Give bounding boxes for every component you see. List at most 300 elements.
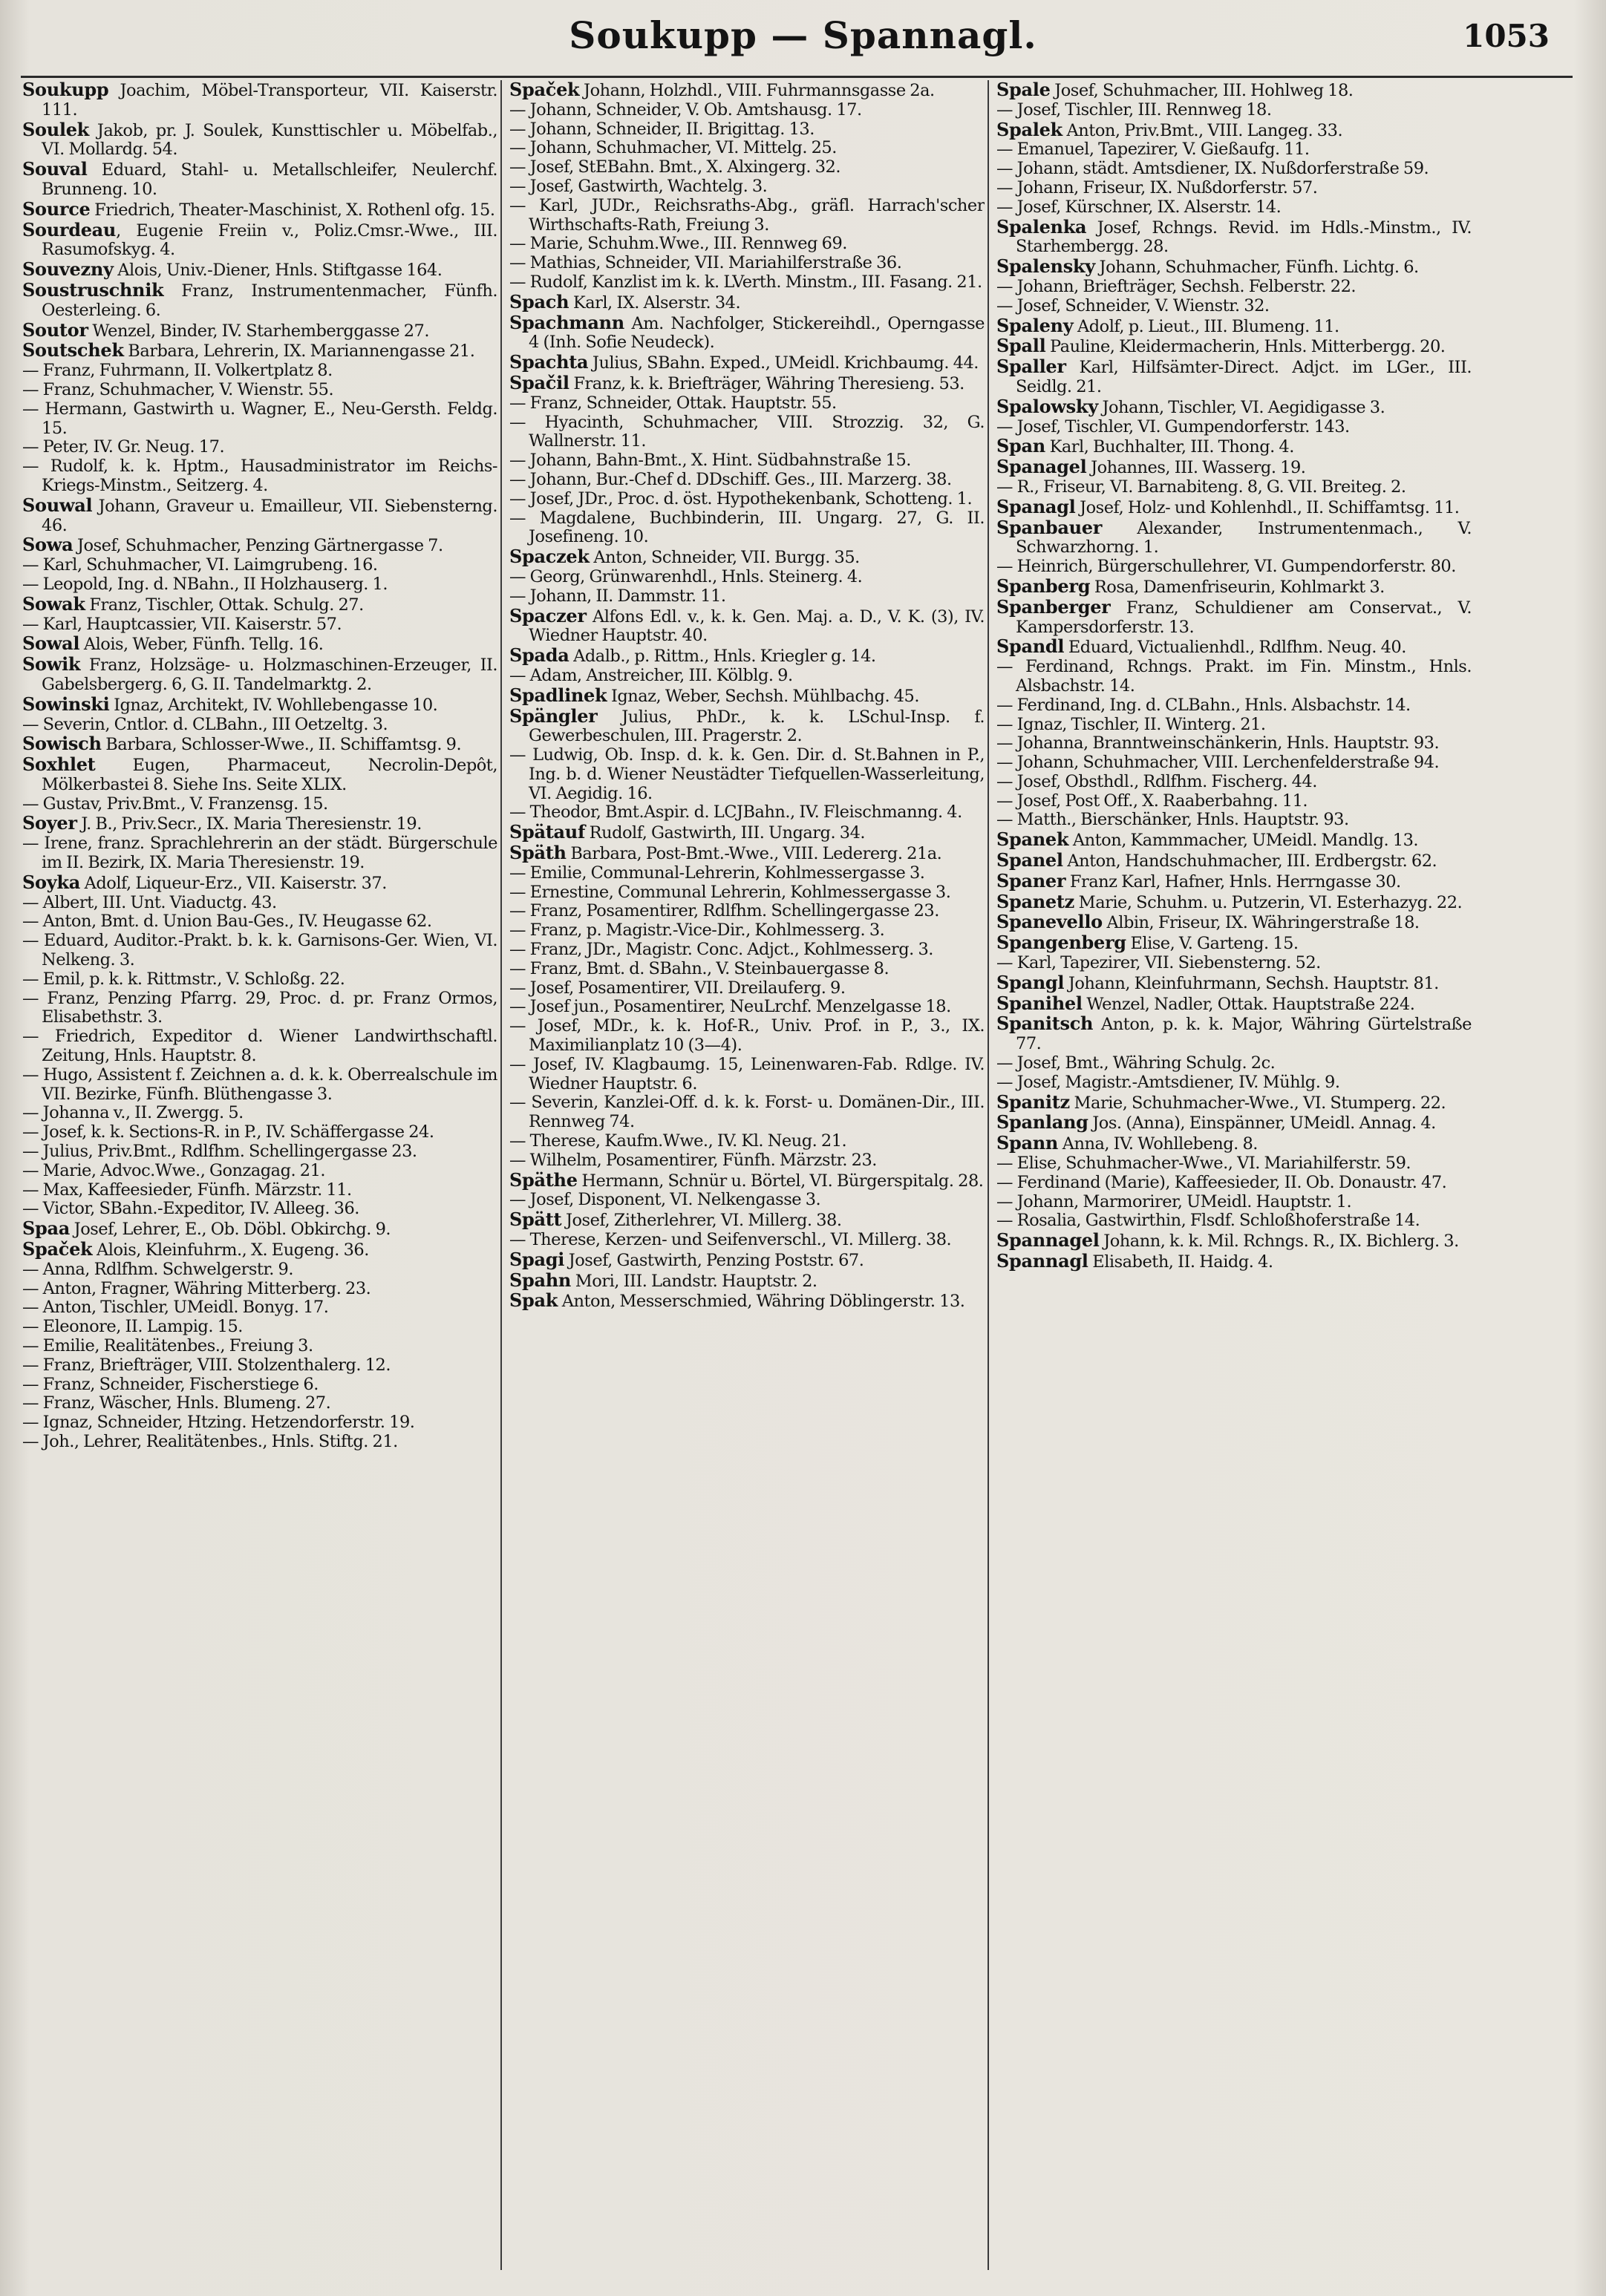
entry-details: Johann, Kleinfuhrmann, Sechsh. Hauptstr. 81.	[1064, 973, 1439, 993]
entry-surname: Sowik	[22, 653, 81, 676]
entry-details: — Ignaz, Tischler, II. Winterg. 21.	[996, 714, 1266, 734]
entry-details: — Josef, IV. Klagbaumg. 15, Leinenwaren-Fab. Rdlge. IV. Wiedner Hauptstr. 6.	[509, 1054, 985, 1093]
entry-details: — Franz, JDr., Magistr. Conc. Adjct., Kohlmesserg. 3.	[509, 940, 933, 960]
directory-entry	[22, 1280, 497, 1299]
entry-surname: Spachmann	[509, 311, 624, 333]
directory-entry	[509, 864, 985, 883]
column-divider	[500, 80, 502, 2270]
directory-entry	[22, 1104, 497, 1123]
directory-entry	[996, 436, 1472, 457]
entry-surname: Sowa	[22, 534, 74, 556]
entry-details: Albin, Friseur, IX. Währingerstraße 18.	[1102, 913, 1420, 933]
entry-surname: Spanihel	[996, 992, 1083, 1014]
entry-details: Josef, Lehrer, E., Ob. Döbl. Obkirchg. 9.	[70, 1220, 391, 1240]
directory-entry	[22, 1356, 497, 1376]
entry-details: — Anton, Bmt. d. Union Bau-Ges., IV. Heugasse 62.	[22, 912, 432, 932]
entry-surname: Späthe	[509, 1168, 578, 1191]
entry-details: — Johanna, Branntweinschänkerin, Hnls. Hauptstr. 93.	[996, 733, 1440, 753]
directory-entry	[509, 822, 985, 843]
entry-details: Franz, Schuldiener am Conservat., V. Kampersdorferstr. 13.	[1016, 598, 1472, 637]
entry-details: — Ferdinand, Rchngs. Prakt. im Fin. Minstm., Hnls. Alsbachstr. 14.	[996, 657, 1472, 696]
directory-entry	[22, 634, 497, 655]
directory-entry	[22, 795, 497, 814]
directory-entry	[22, 1142, 497, 1162]
entry-details: — Karl, Hauptcassier, VII. Kaiserstr. 57.	[22, 614, 342, 634]
directory-entry	[996, 696, 1472, 716]
directory-entry	[509, 921, 985, 941]
directory-entry	[996, 518, 1472, 558]
directory-entry	[509, 1151, 985, 1171]
entry-details: Anton, Messerschmied, Währing Döblingerstr. 13.	[558, 1292, 965, 1312]
directory-entry	[996, 478, 1472, 497]
directory-entry	[22, 1181, 497, 1200]
entry-details: Eduard, Stahl- u. Metallschleifer, Neulerchf. Brunneng. 10.	[42, 160, 497, 199]
entry-surname: Souwal	[22, 494, 93, 516]
directory-entry	[509, 746, 985, 803]
entry-details: — Josef, Kürschner, IX. Alserstr. 14.	[996, 197, 1282, 217]
entry-details: Alois, Univ.-Diener, Hnls. Stiftgasse 164.	[113, 261, 443, 281]
entry-details: — Anna, Rdlfhm. Schwelgerstr. 9.	[22, 1259, 293, 1279]
entry-details: — Therese, Kaufm.Wwe., IV. Kl. Neug. 21.	[509, 1131, 847, 1151]
entry-details: Adolf, Liqueur-Erz., VII. Kaiserstr. 37.	[79, 873, 387, 893]
entry-details: — Theodor, Bmt.Aspir. d. LCJBahn., IV. Fleischmanng. 4.	[509, 802, 962, 822]
entry-details: Anton, Kammmacher, UMeidl. Mandlg. 13.	[1068, 831, 1419, 851]
entry-details: — Magdalene, Buchbinderin, III. Ungarg. 27, G. II. Josefineng. 10.	[509, 508, 985, 547]
entry-details: Friedrich, Theater-Maschinist, X. Rothenl ofg. 15.	[90, 200, 495, 220]
entry-details: — Josef, k. k. Sections-R. in P., IV. Schäffergasse 24.	[22, 1122, 434, 1142]
entry-surname: Spak	[509, 1289, 558, 1312]
directory-entry	[22, 894, 497, 913]
entry-details: Marie, Schuhm. u. Putzerin, VI. Esterhazyg. 22.	[1074, 892, 1463, 912]
directory-entry	[509, 471, 985, 490]
directory-entry	[22, 496, 497, 536]
entry-details: — Josef, Posamentirer, VII. Dreilauferg. 9.	[509, 978, 846, 998]
directory-entry	[22, 695, 497, 716]
entry-details: Mori, III. Landstr. Hauptstr. 2.	[571, 1271, 817, 1291]
directory-entry	[996, 954, 1472, 973]
directory-entry	[22, 80, 497, 120]
directory-entry	[22, 814, 497, 834]
entry-surname: Soyer	[22, 812, 77, 834]
entry-surname: Spale	[996, 80, 1051, 100]
entry-details: — Albert, III. Unt. Viaductg. 43.	[22, 892, 277, 912]
entry-surname: Sourdeau	[22, 218, 117, 241]
entry-details: — Ignaz, Schneider, Htzing. Hetzendorferstr. 19.	[22, 1413, 415, 1433]
entry-details: — Rudolf, k. k. Hptm., Hausadministrator im Reichs-Kriegs-Minstm., Seitzerg. 4.	[22, 457, 497, 495]
entry-details: — Josef, Tischler, III. Rennweg 18.	[996, 99, 1272, 120]
entry-surname: Spalowsky	[996, 395, 1098, 417]
entry-surname: Spannagl	[996, 1250, 1088, 1272]
directory-entry	[22, 1027, 497, 1066]
directory-entry	[22, 834, 497, 873]
column-2	[509, 80, 985, 2277]
directory-entry	[996, 336, 1472, 357]
entry-surname: Spanitz	[996, 1090, 1070, 1113]
directory-entry	[22, 575, 497, 595]
entry-surname: Spann	[996, 1132, 1059, 1154]
directory-entry	[509, 509, 985, 548]
directory-entry	[509, 1210, 985, 1231]
entry-details: — Emil, p. k. k. Rittmstr., V. Schloßg. 22.	[22, 969, 345, 989]
entry-surname: Soutschek	[22, 339, 124, 362]
entry-details: — Matth., Bierschänker, Hnls. Hauptstr. 93.	[996, 810, 1349, 830]
entry-details: Anna, IV. Wohllebeng. 8.	[1058, 1134, 1258, 1154]
directory-entry	[996, 994, 1472, 1015]
entry-details: Jakob, pr. J. Soulek, Kunsttischler u. Möbelfab., VI. Mollardg. 54.	[42, 120, 497, 160]
entry-details: — Johann, Marmorirer, UMeidl. Hauptstr. 1.	[996, 1191, 1352, 1211]
entry-details: — Heinrich, Bürgerschullehrer, VI. Gumpendorferstr. 80.	[996, 557, 1456, 577]
directory-entry	[22, 755, 497, 795]
entry-details: — Ernestine, Communal Lehrerin, Kohlmessergasse 3.	[509, 882, 951, 902]
entry-details: Barbara, Post-Bmt.-Wwe., VIII. Ledererg. 21a.	[566, 844, 942, 864]
running-title: Soukupp — Spannagl.	[569, 13, 1037, 57]
directory-entry	[509, 704, 985, 747]
entry-surname: Spanek	[996, 828, 1069, 851]
entry-details: — Anton, Tischler, UMeidl. Bonyg. 17.	[22, 1298, 329, 1318]
entry-surname: Spall	[996, 335, 1046, 357]
directory-entry	[509, 686, 985, 707]
entry-details: — Severin, Kanzlei-Off. d. k. k. Forst- u. Domänen-Dir., III. Rennweg 74.	[509, 1093, 985, 1132]
entry-details: — Karl, Tapezirer, VII. Siebensterng. 52.	[996, 953, 1321, 973]
directory-entry	[996, 773, 1472, 792]
entry-details: — Karl, Schuhmacher, VI. Laimgrubeng. 16.	[22, 555, 378, 575]
directory-entry	[996, 1231, 1472, 1252]
directory-entry	[509, 80, 985, 101]
directory-entry	[22, 1260, 497, 1280]
directory-entry	[509, 1191, 985, 1210]
directory-entry	[22, 278, 497, 321]
entry-surname: Spalenka	[996, 215, 1087, 238]
entry-details: — Josef, Tischler, VI. Gumpendorferstr. 143.	[996, 416, 1350, 436]
directory-entry	[22, 1066, 497, 1105]
directory-entry	[22, 1200, 497, 1219]
entry-surname: Spach	[509, 290, 569, 313]
entry-details: — Johanna v., II. Zwergg. 5.	[22, 1103, 244, 1123]
directory-entry	[509, 353, 985, 373]
entry-details: , Eugenie Freiin v., Poliz.Cmsr.-Wwe., III. Rasumofskyg. 4.	[42, 220, 497, 260]
directory-entry	[509, 1056, 985, 1094]
entry-details: Alfons Edl. v., k. k. Gen. Maj. a. D., V. K. (3), IV. Wiedner Hauptstr. 40.	[529, 606, 985, 646]
directory-entry	[22, 734, 497, 755]
directory-entry	[22, 912, 497, 932]
page-header	[0, 13, 1606, 73]
entry-details: — Johann, Briefträger, Sechsh. Felberstr. 22.	[996, 276, 1357, 296]
entry-details: Franz, k. k. Briefträger, Währing Theresieng. 53.	[569, 373, 964, 393]
directory-entry	[22, 400, 497, 439]
directory-entry	[996, 1014, 1472, 1054]
directory-entry	[509, 139, 985, 158]
directory-entry	[22, 160, 497, 200]
directory-entry	[22, 438, 497, 457]
directory-entry	[996, 734, 1472, 753]
entry-surname: Spačil	[509, 371, 569, 393]
entry-details: — Emilie, Communal-Lehrerin, Kohlmessergasse 3.	[509, 863, 925, 883]
entry-surname: Spaller	[996, 356, 1066, 378]
directory-entry	[22, 990, 497, 1028]
directory-entry	[509, 803, 985, 822]
directory-entry	[996, 80, 1472, 101]
entry-surname: Soyka	[22, 871, 80, 893]
entry-details: — Friedrich, Expeditor d. Wiener Landwirthschaftl. Zeitung, Hnls. Hauptstr. 8.	[22, 1027, 497, 1066]
entry-details: — Johann, städt. Amtsdiener, IX. Nußdorferstraße 59.	[996, 159, 1429, 179]
directory-entry	[22, 535, 497, 556]
directory-entry	[22, 1433, 497, 1452]
entry-surname: Spahn	[509, 1269, 572, 1291]
directory-entry	[996, 257, 1472, 278]
entry-details: Eduard, Victualienhdl., Rdlfhm. Neug. 40.	[1064, 638, 1406, 658]
entry-details: — Josef, MDr., k. k. Hof-R., Univ. Prof. in P., 3., IX. Maximilianplatz 10 (3—4).	[509, 1016, 985, 1056]
entry-details: — Josef, JDr., Proc. d. öst. Hypothekenbank, Schotteng. 1.	[509, 488, 973, 508]
entry-details: — Eleonore, II. Lampig. 15.	[22, 1317, 243, 1337]
entry-surname: Soutor	[22, 318, 88, 341]
entry-details: Karl, Hilfsämter-Direct. Adjct. im LGer., III. Seidlg. 21.	[1016, 358, 1472, 396]
directory-entry	[996, 1090, 1472, 1113]
directory-entry	[509, 843, 985, 864]
entry-surname: Soukupp	[22, 80, 109, 100]
entry-surname: Soustruschnik	[22, 278, 164, 301]
directory-entry	[996, 278, 1472, 297]
entry-surname: Sowal	[22, 632, 80, 655]
entry-details: — Josef, Obsthdl., Rdlfhm. Fischerg. 44.	[996, 771, 1317, 791]
directory-entry	[509, 313, 985, 353]
directory-entry	[509, 646, 985, 667]
directory-entry	[509, 902, 985, 921]
directory-entry	[996, 457, 1472, 478]
entry-surname: Spaczer	[509, 604, 587, 627]
entry-details: — Franz, p. Magistr.-Vice-Dir., Kohlmesserg. 3.	[509, 920, 885, 941]
entry-details: Ignaz, Architekt, IV. Wohllebengasse 10.	[109, 695, 438, 715]
entry-surname: Spadlinek	[509, 684, 607, 706]
entry-surname: Spanberger	[996, 595, 1111, 618]
entry-details: Josef, Zitherlehrer, VI. Millerg. 38.	[561, 1211, 842, 1231]
entry-surname: Spangenberg	[996, 932, 1126, 954]
entry-surname: Souvezny	[22, 258, 114, 281]
entry-details: Johann, Graveur u. Emailleur, VII. Siebensterng. 46.	[42, 496, 497, 535]
directory-entry	[22, 120, 497, 160]
entry-surname: Span	[996, 435, 1045, 457]
directory-entry	[996, 397, 1472, 418]
entry-details: Franz, Instrumentenmacher, Fünfh. Oesterleing. 6.	[42, 281, 497, 320]
entry-surname: Sowinski	[22, 693, 110, 715]
entry-details: — Josef, Gastwirth, Wachtelg. 3.	[509, 176, 768, 196]
entry-details: Julius, SBahn. Exped., UMeidl. Krichbaumg. 44.	[588, 353, 979, 373]
directory-entry	[996, 637, 1472, 658]
entry-surname: Spandl	[996, 635, 1065, 658]
directory-entry	[509, 1168, 985, 1191]
entry-surname: Spätauf	[509, 821, 585, 843]
directory-entry	[996, 753, 1472, 773]
directory-entry	[22, 197, 497, 220]
directory-entry	[996, 912, 1472, 933]
entry-details: — Franz, Posamentirer, Rdlfhm. Schellingergasse 23.	[509, 901, 939, 921]
entry-surname: Spannagel	[996, 1229, 1100, 1252]
entry-details: — Johann, Schneider, V. Ob. Amtshausg. 17.	[509, 99, 862, 120]
entry-surname: Spaner	[996, 869, 1066, 892]
entry-details: — Josef, Schneider, V. Wienstr. 32.	[996, 295, 1270, 315]
entry-details: — Rosalia, Gastwirthin, Flsdf. Schloßhoferstraße 14.	[996, 1211, 1420, 1231]
entry-details: — Georg, Grünwarenhdl., Hnls. Steinerg. 4.	[509, 566, 863, 586]
entry-details: Marie, Schuhmacher-Wwe., VI. Stumperg. 22.	[1069, 1093, 1446, 1113]
entry-details: — Franz, Wäscher, Hnls. Blumeng. 27.	[22, 1393, 331, 1413]
entry-details: — Franz, Bmt. d. SBahn., V. Steinbauergasse 8.	[509, 958, 889, 978]
entry-details: — Peter, IV. Gr. Neug. 17.	[22, 437, 225, 457]
entry-details: — Julius, Priv.Bmt., Rdlfhm. Schellingergasse 23.	[22, 1142, 417, 1162]
directory-entry	[22, 1240, 497, 1260]
directory-entry	[996, 716, 1472, 735]
entry-details: Adolf, p. Lieut., III. Blumeng. 11.	[1073, 316, 1339, 336]
entry-details: — Hyacinth, Schuhmacher, VIII. Strozzig. 32, G. Wallnerstr. 11.	[509, 412, 985, 451]
entry-surname: Spätt	[509, 1208, 562, 1231]
entry-details: — Josef, Magistr.-Amtsdiener, IV. Mühlg. 9.	[996, 1072, 1340, 1092]
directory-entry	[509, 120, 985, 140]
directory-entry	[509, 960, 985, 979]
entry-details: Barbara, Lehrerin, IX. Mariannengasse 21.	[123, 341, 475, 362]
directory-entry	[996, 101, 1472, 120]
directory-entry	[996, 892, 1472, 913]
entry-details: Ignaz, Weber, Sechsh. Mühlbachg. 45.	[607, 686, 920, 706]
directory-entry	[22, 1298, 497, 1318]
entry-surname: Sowisch	[22, 733, 102, 755]
entry-details: Franz Karl, Hafner, Hnls. Herrngasse 30.	[1065, 871, 1401, 892]
directory-entry	[22, 615, 497, 635]
entry-surname: Spanel	[996, 849, 1063, 871]
entry-details: Elisabeth, II. Haidg. 4.	[1088, 1252, 1273, 1272]
entry-surname: Spalek	[996, 118, 1062, 140]
directory-entry	[996, 658, 1472, 696]
entry-details: — Elise, Schuhmacher-Wwe., VI. Mariahilferstr. 59.	[996, 1154, 1411, 1174]
page-number: 1053	[1463, 18, 1550, 54]
entry-details: Adalb., p. Rittm., Hnls. Kriegler g. 14.	[569, 647, 876, 667]
directory-entry	[22, 220, 497, 261]
directory-entry	[996, 851, 1472, 871]
directory-entry	[509, 883, 985, 903]
entry-details: — Johann, Schuhmacher, VI. Mittelg. 25.	[509, 138, 837, 158]
entry-details: Alois, Weber, Fünfh. Tellg. 16.	[79, 635, 324, 655]
directory-entry	[996, 418, 1472, 437]
entry-details: Karl, IX. Alserstr. 34.	[569, 292, 741, 313]
directory-entry	[22, 932, 497, 970]
directory-entry	[996, 871, 1472, 892]
directory-entry	[996, 316, 1472, 337]
directory-entry	[509, 292, 985, 313]
entry-details: — Emilie, Realitätenbes., Freiung 3.	[22, 1336, 313, 1355]
entry-details: — Anton, Fragner, Währing Mitterberg. 23.	[22, 1278, 371, 1298]
directory-entry	[509, 568, 985, 587]
entry-details: Julius, PhDr., k. k. LSchul-Insp. f. Gewerbeschulen, III. Pragerstr. 2.	[529, 707, 985, 746]
entry-details: Hermann, Schnür u. Börtel, VI. Bürgerspitalg. 28.	[577, 1171, 984, 1191]
entry-details: — Franz, Schneider, Fischerstiege 6.	[22, 1374, 319, 1394]
directory-entry	[509, 1017, 985, 1056]
entry-details: Am. Nachfolger, Stickereihdl., Operngasse 4 (Inh. Sofie Neudeck).	[529, 313, 985, 353]
directory-entry	[996, 1193, 1472, 1212]
directory-entry	[996, 1054, 1472, 1073]
directory-entry	[509, 547, 985, 568]
entry-details: — Franz, Schuhmacher, V. Wienstr. 55.	[22, 379, 334, 399]
directory-entry	[22, 362, 497, 381]
entry-details: — Johann, Schuhmacher, VIII. Lerchenfelderstraße 94.	[996, 753, 1440, 773]
directory-entry	[22, 341, 497, 362]
entry-details: Johann, k. k. Mil. Rchngs. R., IX. Bichlerg. 3.	[1099, 1232, 1459, 1252]
directory-entry	[509, 394, 985, 413]
entry-details: — Johann, II. Dammstr. 11.	[509, 586, 726, 606]
column-1	[22, 80, 497, 2277]
directory-entry	[996, 1134, 1472, 1154]
entry-details: Rosa, Damenfriseurin, Kohlmarkt 3.	[1090, 577, 1385, 597]
directory-entry	[22, 655, 497, 695]
entry-details: Wenzel, Nadler, Ottak. Hauptstraße 224.	[1082, 994, 1415, 1014]
entry-details: — Emanuel, Tapezirer, V. Gießaufg. 11.	[996, 140, 1310, 160]
entry-surname: Spangl	[996, 971, 1065, 993]
entry-details: — Leopold, Ing. d. NBahn., II Holzhauserg. 1.	[22, 574, 388, 594]
entry-details: — Franz, Fuhrmann, II. Volkertplatz 8.	[22, 361, 333, 381]
directory-entry	[22, 873, 497, 894]
entry-surname: Spalensky	[996, 255, 1095, 278]
directory-entry	[22, 592, 497, 615]
entry-details: — Karl, JUDr., Reichsraths-Abg., gräfl. Harrach'scher Wirthschafts-Rath, Freiung 3.	[509, 195, 985, 235]
directory-entry	[509, 451, 985, 471]
directory-entry	[996, 830, 1472, 851]
directory-entry	[509, 413, 985, 452]
entry-details: — Rudolf, Kanzlist im k. k. LVerth. Minstm., III. Fasang. 21.	[509, 272, 982, 292]
entry-details: — R., Friseur, VI. Barnabiteng. 8, G. VII. Breiteg. 2.	[996, 477, 1406, 497]
entry-details: — Franz, Penzing Pfarrg. 29, Proc. d. pr. Franz Ormos, Elisabethstr. 3.	[22, 988, 497, 1027]
entry-details: Karl, Buchhalter, III. Thong. 4.	[1045, 437, 1294, 457]
directory-entry	[22, 457, 497, 496]
entry-surname: Sowak	[22, 592, 85, 615]
directory-entry	[509, 373, 985, 394]
entry-details: Franz, Tischler, Ottak. Schulg. 27.	[85, 595, 364, 615]
entry-details: Josef, Rchngs. Revid. im Hdls.-Minstm., IV. Starhembergg. 28.	[1016, 218, 1472, 257]
directory-entry	[996, 1073, 1472, 1093]
entry-surname: Spanlang	[996, 1111, 1088, 1134]
directory-entry	[996, 357, 1472, 397]
entry-details: Johann, Holzhdl., VIII. Fuhrmannsgasse 2a.	[579, 81, 935, 100]
directory-entry	[509, 1231, 985, 1250]
directory-entry	[509, 490, 985, 509]
entry-details: — Mathias, Schneider, VII. Mariahilferstraße 36.	[509, 253, 902, 273]
entry-details: Elise, V. Garteng. 15.	[1126, 934, 1299, 954]
entry-details: — Ludwig, Ob. Insp. d. k. k. Gen. Dir. d. St.Bahnen in P., Ing. b. d. Wiener Neustädter Tiefquellen-Wasserleitung, VI. Aegidig. 16.	[509, 745, 985, 803]
entry-details: Anton, Priv.Bmt., VIII. Langeg. 33.	[1062, 120, 1343, 140]
entry-surname: Soulek	[22, 118, 90, 140]
directory-entry	[22, 1219, 497, 1240]
entry-details: Johannes, III. Wasserg. 19.	[1086, 458, 1306, 478]
entry-surname: Spanitsch	[996, 1013, 1094, 1035]
directory-entry	[996, 140, 1472, 160]
entry-surname: Spaček	[509, 80, 580, 100]
directory-entry	[996, 215, 1472, 258]
entry-details: — Joh., Lehrer, Realitätenbes., Hnls. Stiftg. 21.	[22, 1431, 398, 1451]
entry-details: — Josef jun., Posamentirer, NeuLrchf. Menzelgasse 18.	[509, 997, 951, 1017]
directory-entry	[996, 1211, 1472, 1231]
entry-details: Rudolf, Gastwirth, III. Ungarg. 34.	[584, 823, 866, 843]
directory-entry	[509, 1093, 985, 1132]
entry-surname: Spanagel	[996, 456, 1087, 478]
entry-details: Anton, Handschuhmacher, III. Erdbergstr. 62.	[1062, 851, 1437, 871]
entry-details: Wenzel, Binder, IV. Starhemberggasse 27.	[88, 321, 429, 341]
entry-surname: Spanevello	[996, 911, 1103, 933]
entry-surname: Spaczek	[509, 546, 590, 568]
entry-surname: Spanberg	[996, 575, 1091, 597]
entry-details: — Josef, Post Off., X. Raaberbahng. 11.	[996, 791, 1308, 811]
entry-surname: Spanetz	[996, 890, 1074, 912]
directory-entry	[22, 1162, 497, 1181]
entry-details: — Hugo, Assistent f. Zeichnen a. d. k. k. Oberrealschule im VII. Bezirke, Fünfh. Blüthengasse 3.	[22, 1064, 497, 1104]
directory-entry	[22, 318, 497, 341]
directory-entry	[509, 941, 985, 960]
entry-details: — Therese, Kerzen- und Seifenverschl., VI. Millerg. 38.	[509, 1230, 952, 1250]
entry-details: — Johann, Schneider, II. Brigittag. 13.	[509, 119, 815, 139]
